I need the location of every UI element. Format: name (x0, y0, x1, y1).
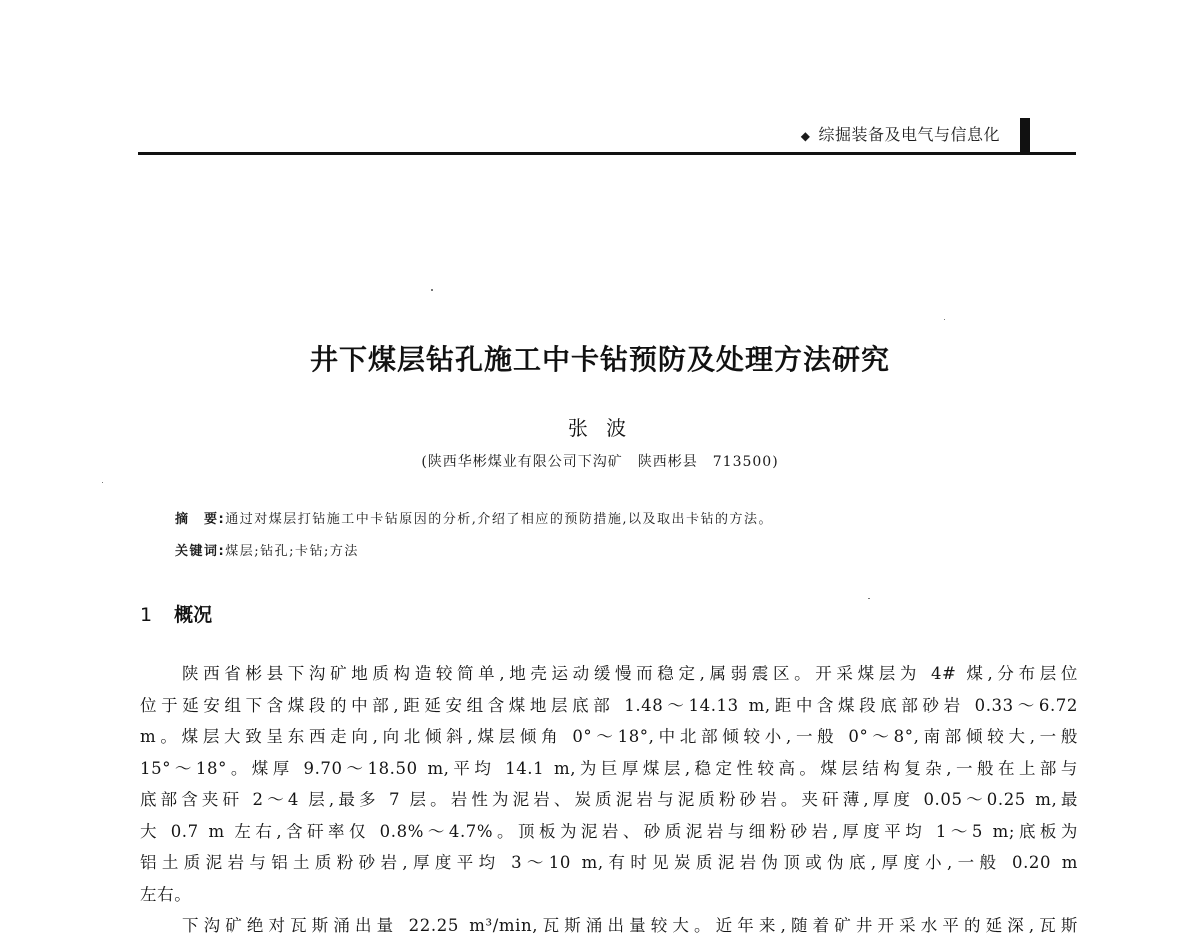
section-title: 概况 (174, 604, 213, 626)
abstract-label: 摘 要: (175, 512, 226, 527)
header-section-label (801, 122, 1000, 145)
header-rule (138, 152, 1076, 155)
article-author: 张 波 (567, 416, 633, 440)
article-title: 井下煤层钻孔施工中卡钻预防及处理方法研究 (309, 343, 890, 376)
running-header (138, 118, 1076, 156)
abstract-text: 通过对煤层打钻施工中卡钻原因的分析,介绍了相应的预防措施,以及取出卡钻的方法。 (225, 512, 773, 527)
paragraph-line: m。煤层大致呈东西走向,向北倾斜,煤层倾角 0°～18°,中北部倾较小,一般 0°～8°,南部倾较大,一般 (140, 727, 1078, 746)
section-heading (140, 600, 212, 627)
scan-speck (102, 482, 103, 483)
section-body (140, 658, 1078, 942)
keywords-label: 关键词: (175, 544, 226, 559)
abstract (175, 508, 773, 527)
paragraph-line: 铝土质泥岩与铝土质粉砂岩,厚度平均 3～10 m,有时见炭质泥岩伪顶或伪底,厚度小,一般 0.20 m (140, 853, 1078, 872)
paragraph-line: 陕西省彬县下沟矿地质构造较简单,地壳运动缓慢而稳定,属弱震区。开采煤层为 4# 煤,分布层位 (182, 664, 1078, 683)
paragraph-line: 底部含夹矸 2～4 层,最多 7 层。岩性为泥岩、炭质泥岩与泥质粉砂岩。夹矸薄,厚度 0.05～0.25 m,最 (140, 790, 1078, 809)
paragraph-line: 15°～18°。煤厚 9.70～18.50 m,平均 14.1 m,为巨厚煤层,稳定性较高。煤层结构复杂,一般在上部与 (140, 758, 1078, 778)
header-marker-bar (1020, 118, 1030, 152)
keywords (175, 540, 359, 559)
header-label-text: 综掘装备及电气与信息化 (818, 125, 1000, 144)
scan-speck (431, 289, 433, 291)
paragraph-line: 大 0.7 m 左右,含矸率仅 0.8%～4.7%。顶板为泥岩、砂质泥岩与细粉砂岩,厚度平均 1～5 m;底板为 (140, 821, 1078, 841)
scan-speck (944, 319, 945, 320)
scan-speck (868, 598, 870, 599)
author-affiliation: (陕西华彬煤业有限公司下沟矿 陕西彬县 713500) (421, 454, 779, 470)
diamond-bullet-icon: ◆ (800, 129, 811, 143)
paragraph-line: 左右。 (140, 884, 192, 904)
keywords-text: 煤层;钻孔;卡钻;方法 (225, 544, 359, 559)
paragraph-line: 下沟矿绝对瓦斯涌出量 22.25 m³/min,瓦斯涌出量较大。近年来,随着矿井开采水平的延深,瓦斯 (182, 916, 1078, 935)
section-number: 1 (140, 604, 153, 626)
paragraph-line: 位于延安组下含煤段的中部,距延安组含煤地层底部 1.48～14.13 m,距中含煤段底部砂岩 0.33～6.72 (140, 695, 1078, 715)
